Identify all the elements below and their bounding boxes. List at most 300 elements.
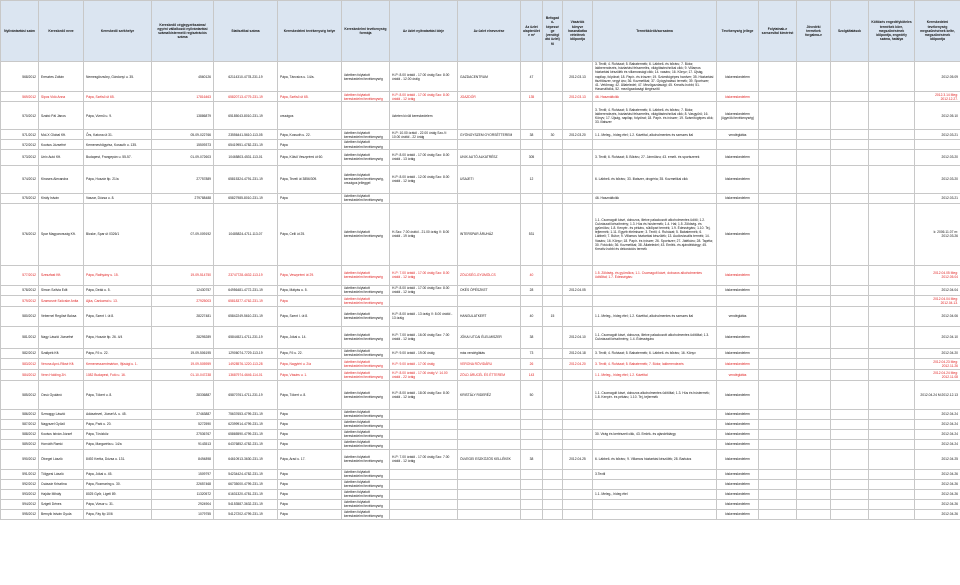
table-cell: [831, 419, 869, 429]
table-cell: [869, 509, 915, 519]
table-cell: UNIX AUTÓ ALKATRÉSZ: [458, 149, 521, 165]
table-cell: Bicske, Spar út 0326/1: [84, 203, 152, 265]
table-cell: [797, 130, 831, 140]
table-cell: [458, 102, 521, 130]
table-cell: üzletben folytatott kereskedelmi tevékenység: [342, 193, 390, 203]
table-cell: 4560126: [152, 62, 214, 92]
table-cell: k: 2006.11.07 m: 2012.03.26: [915, 203, 960, 265]
table-cell: USAJETI: [458, 165, 521, 193]
table-cell: [797, 419, 831, 429]
table-cell: H-P: 7.00 órától - 16.00 óráig Szo: 7.00 órától - 12 óráig: [390, 326, 458, 348]
table-cell: Pápa: [278, 469, 342, 479]
table-cell: 2012.04.05: [563, 285, 593, 295]
table-cell: 15: [543, 306, 563, 326]
table-cell: Pápa, Jókai u. 45.: [84, 469, 152, 479]
table-cell: 66735000-4799-231-19: [214, 479, 278, 489]
table-cell: kiskereskedelem: [717, 380, 759, 409]
table-cell: 14928576-1220-113-28: [214, 358, 278, 369]
table-cell: 50: [521, 380, 543, 409]
table-cell: [869, 369, 915, 380]
table-cell: 17816463: [152, 92, 214, 102]
table-row: [1, 203, 960, 265]
table-cell: [593, 499, 717, 509]
table-row: [1, 469, 960, 479]
table-cell: [797, 295, 831, 306]
table-cell: Kemeneshőgyész, Kossuth u. 135.: [84, 140, 152, 149]
table-cell: vendéglátás: [717, 306, 759, 326]
table-cell: [759, 203, 797, 265]
column-header: Kereskedelmi tevékenység megszűnésének kelte, megszűnésének időpontja: [915, 1, 960, 62]
table-cell: Horváth Ramić: [39, 439, 84, 449]
table-cell: 1.1. Csomagolt kávé, dobozos alkoholmentes üdítőital; 1.3. Hús és hústermék; 1.8. Kenyér- és pékáru; 1.10. Tej, tejtermék: [593, 380, 717, 409]
table-cell: [563, 193, 593, 203]
table-cell: üzletben folytatott kereskedelmi tevékenység: [342, 326, 390, 348]
table-cell: [831, 429, 869, 439]
table-cell: 8494898: [152, 449, 214, 469]
table-cell: [869, 358, 915, 369]
table-cell: H-P: 8.00 órától - 17.00 óráig Szo: 8.00 órától - 12 óráig: [390, 285, 458, 295]
table-cell: üzletben folytatott kereskedelmi tevékenység: [342, 285, 390, 295]
table-cell: üzletben folytatott kereskedelmi tevékenység: [342, 140, 390, 149]
table-cell: [458, 295, 521, 306]
table-cell: Kincses Alexandra: [39, 165, 84, 193]
table-cell: Sipos Vidó Anna: [39, 92, 84, 102]
table-cell: Szalipék Kft.: [39, 348, 84, 358]
table-cell: 3. Textil; 4. Ruházat; 5. Babatermék; 6. Lábbeli- és bőráru; 7. Bútor, lakberendezés, háztartási felszerelés, világítástechnikai cikk; 8. Vasgyűrű; 16. Könyv; 17. Újság, napilap, folyóirat; 18. Papír- és írószer; 19. Számítógépes cikk; 33. illatszer: [593, 102, 717, 130]
table-cell: Verona Apró-Riksé Kft.: [39, 358, 84, 369]
table-cell: [869, 380, 915, 409]
table-cell: H-P: 8.00 órától - 17.00 óráig Szo: 8.00 órától - 12 óráig: [390, 92, 458, 102]
table-cell: [831, 165, 869, 193]
table-cell: Pápa, Rozmaring u. 30.: [84, 479, 152, 489]
table-cell: kiskereskedelem: [717, 489, 759, 499]
table-cell: 10465803-4531-113-01: [214, 149, 278, 165]
table-cell: [831, 149, 869, 165]
table-cell: 3. Textil; 6. Ruházat; 8. Bőráru; 27. Járműáru; 43. emelt- és sportszerek: [593, 149, 717, 165]
table-row: [1, 140, 960, 149]
table-row: [1, 326, 960, 348]
table-cell: [797, 265, 831, 285]
table-cell: kiskereskedelem: [717, 193, 759, 203]
table-cell: [831, 489, 869, 499]
table-cell: Pápa, Szélső út 65.: [278, 92, 342, 102]
table-cell: [759, 130, 797, 140]
table-cell: 2012.04.20: [915, 348, 960, 358]
table-cell: [759, 140, 797, 149]
table-cell: [831, 326, 869, 348]
table-cell: [831, 369, 869, 380]
table-cell: 75637653-4799-231-19: [214, 409, 278, 419]
table-cell: 2012.05.09: [915, 62, 960, 92]
table-cell: [390, 499, 458, 509]
table-cell: [759, 419, 797, 429]
table-cell: Szmoggy László: [39, 409, 84, 419]
table-cell: [831, 265, 869, 285]
table-cell: 28227481: [152, 306, 214, 326]
table-cell: 40: [521, 265, 543, 285]
table-row: [1, 369, 960, 380]
table-cell: H-P: 9.00 órától - 19.00 óráig: [390, 348, 458, 358]
column-header: Kereskedő székhelye: [84, 1, 152, 62]
table-cell: [458, 140, 521, 149]
table-cell: [831, 469, 869, 479]
table-cell: üzletben folytatott kereskedelmi tevékenység: [342, 449, 390, 469]
table-cell: [831, 203, 869, 265]
table-cell: Pápa, Mátyás u. 5.: [278, 285, 342, 295]
table-cell: 2012.04.10: [563, 326, 593, 348]
table-cell: 01-10-047238: [152, 369, 214, 380]
table-cell: kiskereskedelem: [717, 499, 759, 509]
table-cell: Venn Holding Zrt.: [39, 369, 84, 380]
table-cell: [797, 358, 831, 369]
table-cell: Adásztevel, József A. u. 45.: [84, 409, 152, 419]
table-cell: [797, 193, 831, 203]
table-cell: Ozsú Gyulánó: [39, 380, 84, 409]
table-cell: [869, 295, 915, 306]
table-cell: 73: [521, 348, 543, 358]
table-cell: 1.1. Csomagolt kávé, dobozos, illetve palackozott alkoholmentes üdítő; 1.2. Cukrászati készítmény; 1.3. Hús és hústermék; 1.4. Hal; 1.5. Zöldség- és gyümölcs; 1.8. Kenyér- és pékáru, sütőipari termék; 1.9. Édességáru; 1.10. Tej, tejtermék; 1.11. Egyéb élelmiszer; 3. Textil; 4. Ruházat; 5. Babatermék; 6. Lábbeli; 7. Bútor; 9. Villamos háztartási készülék; 13. Audiovizuális termék; 14. Vasáru; 16. Könyv; 18. Papír- és írószer; 26. Sportszer; 27. Játékáru; 28. Tapéta; 30. Fotócikk; 36. Kozmetikai; 38. Állateledel; 43. Emlék- és ajándéktárgy; 45. Kreatív-hobbi és dekorációs termék: [593, 203, 717, 265]
table-cell: 6. Lábbeli- és bőráru; 9. Villamos háztartási készülék; 28. Barkács: [593, 449, 717, 469]
table-cell: [390, 409, 458, 419]
table-cell: [869, 285, 915, 295]
table-cell: üzletben folytatott kereskedelmi tevékenység: [342, 306, 390, 326]
table-row: [1, 479, 960, 489]
table-cell: 594/2012: [1, 499, 39, 509]
table-cell: 589/2012: [1, 439, 39, 449]
table-cell: [563, 140, 593, 149]
table-cell: 2012.04.24: [915, 439, 960, 449]
table-cell: [563, 380, 593, 409]
table-cell: 573/2012: [1, 149, 39, 165]
table-cell: [869, 193, 915, 203]
table-cell: [797, 509, 831, 519]
table-cell: [458, 419, 521, 429]
table-cell: [797, 102, 831, 130]
table-cell: 2924904: [152, 499, 214, 509]
table-cell: [797, 203, 831, 265]
table-cell: kiskereskedelem: [717, 92, 759, 102]
table-cell: [390, 439, 458, 449]
table-cell: Hajdár Mihály: [39, 489, 84, 499]
table-cell: 3. Textil; 4. Ruházat; 5. Babatermék; 7. Bútor, lakberendezés: [593, 358, 717, 369]
table-cell: [521, 295, 543, 306]
table-cell: kiskereskedelem: [717, 265, 759, 285]
table-cell: [521, 193, 543, 203]
table-cell: JGAZDÓR: [458, 92, 521, 102]
table-cell: Pápa, Teveli út 3856/309.: [278, 165, 342, 193]
table-cell: [869, 409, 915, 419]
table-cell: 11320572: [152, 489, 214, 499]
table-cell: 27925003: [152, 295, 214, 306]
table-cell: Mol-X Global Kft.: [39, 130, 84, 140]
table-cell: 27757889: [152, 165, 214, 193]
table-cell: országos: [278, 102, 342, 130]
table-cell: kiskereskedelem: [717, 285, 759, 295]
table-cell: üzletben folytatott kereskedelmi tevékenység: [342, 509, 390, 519]
table-cell: [563, 429, 593, 439]
table-cell: [831, 62, 869, 92]
table-cell: VERONA RÖVIDÁRU: [458, 358, 521, 369]
table-cell: Spar Magyarország Kft.: [39, 203, 84, 265]
table-cell: 2012.03.13: [563, 92, 593, 102]
table-cell: [717, 295, 759, 306]
table-cell: 2012.04.06: [915, 306, 960, 326]
table-cell: Nagy László Józsefné: [39, 326, 84, 348]
table-cell: 592/2012: [1, 479, 39, 489]
table-cell: ZÖLDSÉG-GYÜMÖLCS: [458, 265, 521, 285]
table-cell: H-P: 7.00 órától - 17.00 óráig Szo: 8.00 órától - 12 óráig: [390, 265, 458, 285]
table-cell: 2012.04.24: [915, 429, 960, 439]
table-cell: 65865590-4799-231-19: [214, 429, 278, 439]
table-cell: [593, 509, 717, 519]
table-cell: Budapest, Frangepán u. 55-57.: [84, 149, 152, 165]
table-cell: [797, 380, 831, 409]
table-cell: 2012.04.05 Meg: 2012.05.04: [915, 265, 960, 285]
table-cell: [869, 102, 915, 130]
table-cell: Pápa: [278, 479, 342, 489]
table-cell: üzletben folytatott kereskedelmi tevékenység: [342, 295, 390, 306]
table-cell: 593/2012: [1, 489, 39, 499]
table-cell: [869, 419, 915, 429]
table-cell: INTERSPAR ÁRUHÁZ: [458, 203, 521, 265]
table-row: [1, 409, 960, 419]
table-cell: [759, 439, 797, 449]
table-cell: 577/2012: [1, 265, 39, 285]
table-cell: [759, 489, 797, 499]
table-cell: [869, 499, 915, 509]
table-cell: 570/2012: [1, 102, 39, 130]
table-cell: üzletben folytatott kereskedelmi tevékenység: [342, 429, 390, 439]
table-cell: Pápa, Huszár ltp. 26. 4/4: [84, 326, 152, 348]
table-cell: [543, 449, 563, 469]
table-cell: [390, 479, 458, 489]
table-cell: 583/2012: [1, 358, 39, 369]
table-cell: H-P: 8.00 órától - 17.00 óráig Szo: 8.00 órától - 12.00 óráig: [390, 62, 458, 92]
table-cell: Pápa, Szélső út 65.: [84, 92, 152, 102]
table-cell: 2012.05.10: [915, 102, 960, 130]
table-cell: üzletben folytatott kereskedelmi tevékenység: [342, 409, 390, 419]
table-cell: 13886879: [152, 102, 214, 130]
table-cell: Pápa, Margaréta u. 14/a: [84, 439, 152, 449]
table-cell: 38: [521, 326, 543, 348]
table-cell: 64956481-4772-231-19: [214, 285, 278, 295]
table-cell: [563, 509, 593, 519]
table-cell: üzletben folytatott kereskedelmi tevékenység: [342, 62, 390, 92]
table-cell: üzletben folytatott kereskedelmi tevékenység: [342, 130, 390, 140]
table-cell: [759, 509, 797, 519]
table-row: [1, 285, 960, 295]
table-cell: [543, 140, 563, 149]
table-cell: 2012.03.13: [563, 62, 593, 92]
table-cell: 05-09-022766: [152, 130, 214, 140]
table-cell: 27463887: [152, 409, 214, 419]
table-cell: Simon Szilvia Edit: [39, 285, 84, 295]
table-cell: HANGULATKERT: [458, 306, 521, 326]
table-cell: 588/2012: [1, 429, 39, 439]
table-cell: [759, 479, 797, 489]
table-cell: Nemesgörzsöny, Gárdonyi u. 35.: [84, 62, 152, 92]
table-cell: 46. Használtcikk: [593, 193, 717, 203]
table-cell: [831, 306, 869, 326]
table-cell: üzletben folytatott kereskedelmi tevékenység: [342, 358, 390, 369]
table-cell: [831, 479, 869, 489]
table-cell: 65818377-4762-231-19: [214, 295, 278, 306]
table-cell: [458, 409, 521, 419]
table-cell: [543, 193, 563, 203]
table-cell: [869, 140, 915, 149]
table-cell: [759, 265, 797, 285]
table-cell: 54127202-4799-231-19: [214, 509, 278, 519]
table-cell: Pápa, Vizsor u. 31.: [84, 499, 152, 509]
table-cell: 1.1. Meleg-, hideg étel; 1.2. Kávéital, alkoholmentes és szeszes ital: [593, 130, 717, 140]
table-cell: [869, 479, 915, 489]
table-cell: [797, 348, 831, 358]
table-cell: Pápa, Veszprémi út 29.: [278, 265, 342, 285]
table-cell: Pápa, Celli út 25.: [278, 203, 342, 265]
table-cell: [759, 306, 797, 326]
table-cell: [543, 509, 563, 519]
table-cell: [759, 369, 797, 380]
table-cell: [563, 479, 593, 489]
table-cell: 8025 Győr, Ligeti 89.: [84, 489, 152, 499]
table-cell: Tölgyesi László: [39, 469, 84, 479]
table-cell: Pápa: [278, 489, 342, 499]
table-cell: [593, 479, 717, 489]
column-header: Tevékenység jellege: [717, 1, 759, 62]
table-cell: 135: [521, 92, 543, 102]
table-cell: kiskereskedelem: [717, 62, 759, 92]
table-cell: [521, 140, 543, 149]
table-cell: [342, 102, 390, 130]
table-row: [1, 348, 960, 358]
table-cell: [759, 380, 797, 409]
table-cell: 19-09-506195: [152, 348, 214, 358]
table-cell: 572/2012: [1, 140, 39, 149]
table-cell: 64376852-4782-231-19: [214, 439, 278, 449]
table-cell: kiskereskedelem: [717, 469, 759, 479]
table-cell: 2012.03.21: [915, 130, 960, 140]
table-cell: [390, 140, 458, 149]
column-header: Vásárlók könyve használatba vételének időpontja: [563, 1, 593, 62]
table-cell: 2012.04.25: [915, 449, 960, 469]
table-cell: 23747728-4632-113-19: [214, 265, 278, 285]
table-cell: [869, 149, 915, 165]
table-cell: [831, 140, 869, 149]
table-cell: H-P: 8.00 órától - 17.00 óráig V: 14.00 órától - 22 óráig: [390, 369, 458, 380]
table-cell: [869, 489, 915, 499]
table-cell: [869, 92, 915, 102]
table-cell: 38: [521, 449, 543, 469]
table-cell: [759, 62, 797, 92]
table-cell: 2012.04.23 Meg: 2012.11.26: [915, 358, 960, 369]
table-cell: [563, 149, 593, 165]
table-cell: [797, 149, 831, 165]
table-cell: 8492 Kertta, Dózsa u. 131.: [84, 449, 152, 469]
table-cell: [869, 469, 915, 479]
table-cell: [831, 380, 869, 409]
table-cell: [543, 62, 563, 92]
column-header: Az üzlet alapterülete m²: [521, 1, 543, 62]
table-cell: kiskereskedelem: [717, 165, 759, 193]
table-cell: [543, 149, 563, 165]
table-cell: [390, 509, 458, 519]
table-row: [1, 509, 960, 519]
table-cell: [831, 130, 869, 140]
table-row: [1, 165, 960, 193]
table-cell: [458, 489, 521, 499]
table-cell: [869, 306, 915, 326]
table-row: [1, 499, 960, 509]
table-cell: 1509797: [152, 469, 214, 479]
column-header: Kereskedelmi tevékenység helye: [278, 1, 342, 62]
table-cell: H-P: 8.00 órától - 13 óráig V: 8.00 órától - 13 óráig: [390, 306, 458, 326]
table-row: [1, 130, 960, 140]
table-cell: kiskereskedelem: [717, 439, 759, 449]
table-cell: [521, 429, 543, 439]
table-cell: [869, 449, 915, 469]
table-cell: 13687974-4646-114-01: [214, 369, 278, 380]
table-cell: [390, 469, 458, 479]
table-cell: 65870761-4711-231-19: [214, 380, 278, 409]
table-cell: 5272590: [152, 419, 214, 429]
table-cell: [797, 499, 831, 509]
table-cell: 586/2012: [1, 409, 39, 419]
table-cell: vendéglátás: [717, 130, 759, 140]
table-cell: [797, 285, 831, 295]
table-cell: 23556441-5610-113-05: [214, 130, 278, 140]
table-cell: 07-09-009192: [152, 203, 214, 265]
table-cell: 2012.04.26: [915, 479, 960, 489]
table-cell: [543, 409, 563, 419]
table-cell: [831, 499, 869, 509]
table-cell: 2012.04.26: [915, 509, 960, 519]
table-cell: Pápa: [278, 140, 342, 149]
table-cell: Pápa, Huszár ltp. 21/a: [84, 165, 152, 193]
table-cell: 61631320-4781-231-19: [214, 489, 278, 499]
table-cell: üzletben folytatott kereskedelmi tevékenység: [342, 419, 390, 429]
table-cell: 2012.04.26: [915, 499, 960, 509]
table-cell: 2012.04.18: [563, 348, 593, 358]
table-cell: 1.1. Meleg-, hideg étel; 1.2. Kávéital, alkoholmentes és szeszes ital: [593, 306, 717, 326]
table-cell: [831, 193, 869, 203]
table-cell: [869, 165, 915, 193]
table-cell: Császár Krisztina: [39, 479, 84, 489]
table-cell: [543, 439, 563, 449]
table-cell: [869, 265, 915, 285]
table-cell: kiskereskedelem: [717, 149, 759, 165]
table-cell: kiskereskedelem: [717, 348, 759, 358]
table-cell: [759, 449, 797, 469]
table-cell: [543, 285, 563, 295]
table-cell: [593, 419, 717, 429]
table-cell: kiskereskedelem: [717, 326, 759, 348]
table-cell: 65185043-8010-231-19: [214, 102, 278, 130]
table-cell: Ajka, Cankarrai u. 13.: [84, 295, 152, 306]
column-header: Költözés engedélyköteles termékek köre, megszűnésének időpontja, engedély száma, hatálya: [869, 1, 915, 62]
table-cell: 64610913-3630-231-19: [214, 449, 278, 469]
table-cell: [759, 102, 797, 130]
table-cell: [759, 149, 797, 165]
table-cell: üzletben folytatott kereskedelmi tevékenység: [342, 92, 390, 102]
table-cell: 65419951-4782-231-19: [214, 140, 278, 149]
table-cell: 571/2012: [1, 130, 39, 140]
table-cell: 2012.04.04 Meg: 2012.04.13.: [915, 295, 960, 306]
table-cell: 279788488: [152, 193, 214, 203]
column-header: Befogadó-képessége (vendéglátó üzlet) fő: [543, 1, 563, 62]
table-cell: [458, 469, 521, 479]
table-cell: Ölvegei László: [39, 449, 84, 469]
table-cell: [390, 489, 458, 499]
